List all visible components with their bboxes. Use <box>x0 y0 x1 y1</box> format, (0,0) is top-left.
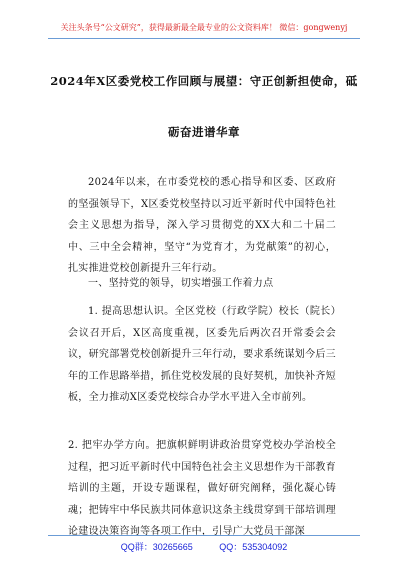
footer-contact <box>0 540 408 553</box>
header-banner: 关注头条号“公文研究”，获得最新最全最专业的公文资料库！ 微信：gongwenyj <box>60 23 348 32</box>
qq-group-number: QQ群：30265665 <box>120 542 193 552</box>
body-paragraph-1: 1. 提高思想认识。全区党校（行政学院）校长（院长）会议召开后，X区高度重视，区委先后两次召开常委会会议，研究部署党校创新提升三年行动，要求系统谋划今后三年的工作思路举措，抓住党校发展的良好契机，加快补齐短板，全力推动X区委党校综合办学水平进入全市前列。 <box>68 306 336 403</box>
section-heading: 一、坚持党的领导，切实增强工作着力点 <box>88 278 274 289</box>
document-title-line-2: 砺奋进谱华章 <box>168 125 240 139</box>
footer-divider <box>48 535 360 536</box>
body-paragraph-2: 2. 把牢办学方向。把旗帜鲜明讲政治贯穿党校办学治校全过程，把习近平新时代中国特色社会主义思想作为干部教育培训的主题，开设专题课程，做好研究阐释，强化凝心铸魂；把铸牢中华民族共同体意识这条主线贯穿到干部培训理论建设决策咨询等各项工作中，引导广大党员干部深 <box>68 440 336 537</box>
intro-paragraph: 2024年以来，在市委党校的悉心指导和区委、区政府的坚强领导下，X区委党校坚持以习近平新时代中国特色社会主义思想为指导，深入学习贯彻党的XX大和二十届二中、三中全会精神，坚守“为党育才，为党献策”的初心，扎实推进党校创新提升三年行动。 <box>68 177 336 274</box>
qq-number: QQ：535304092 <box>219 542 288 552</box>
document-title-line-1: 2024年X区委党校工作回顾与展望：守正创新担使命，砥 <box>50 74 358 88</box>
header-divider <box>48 38 360 39</box>
